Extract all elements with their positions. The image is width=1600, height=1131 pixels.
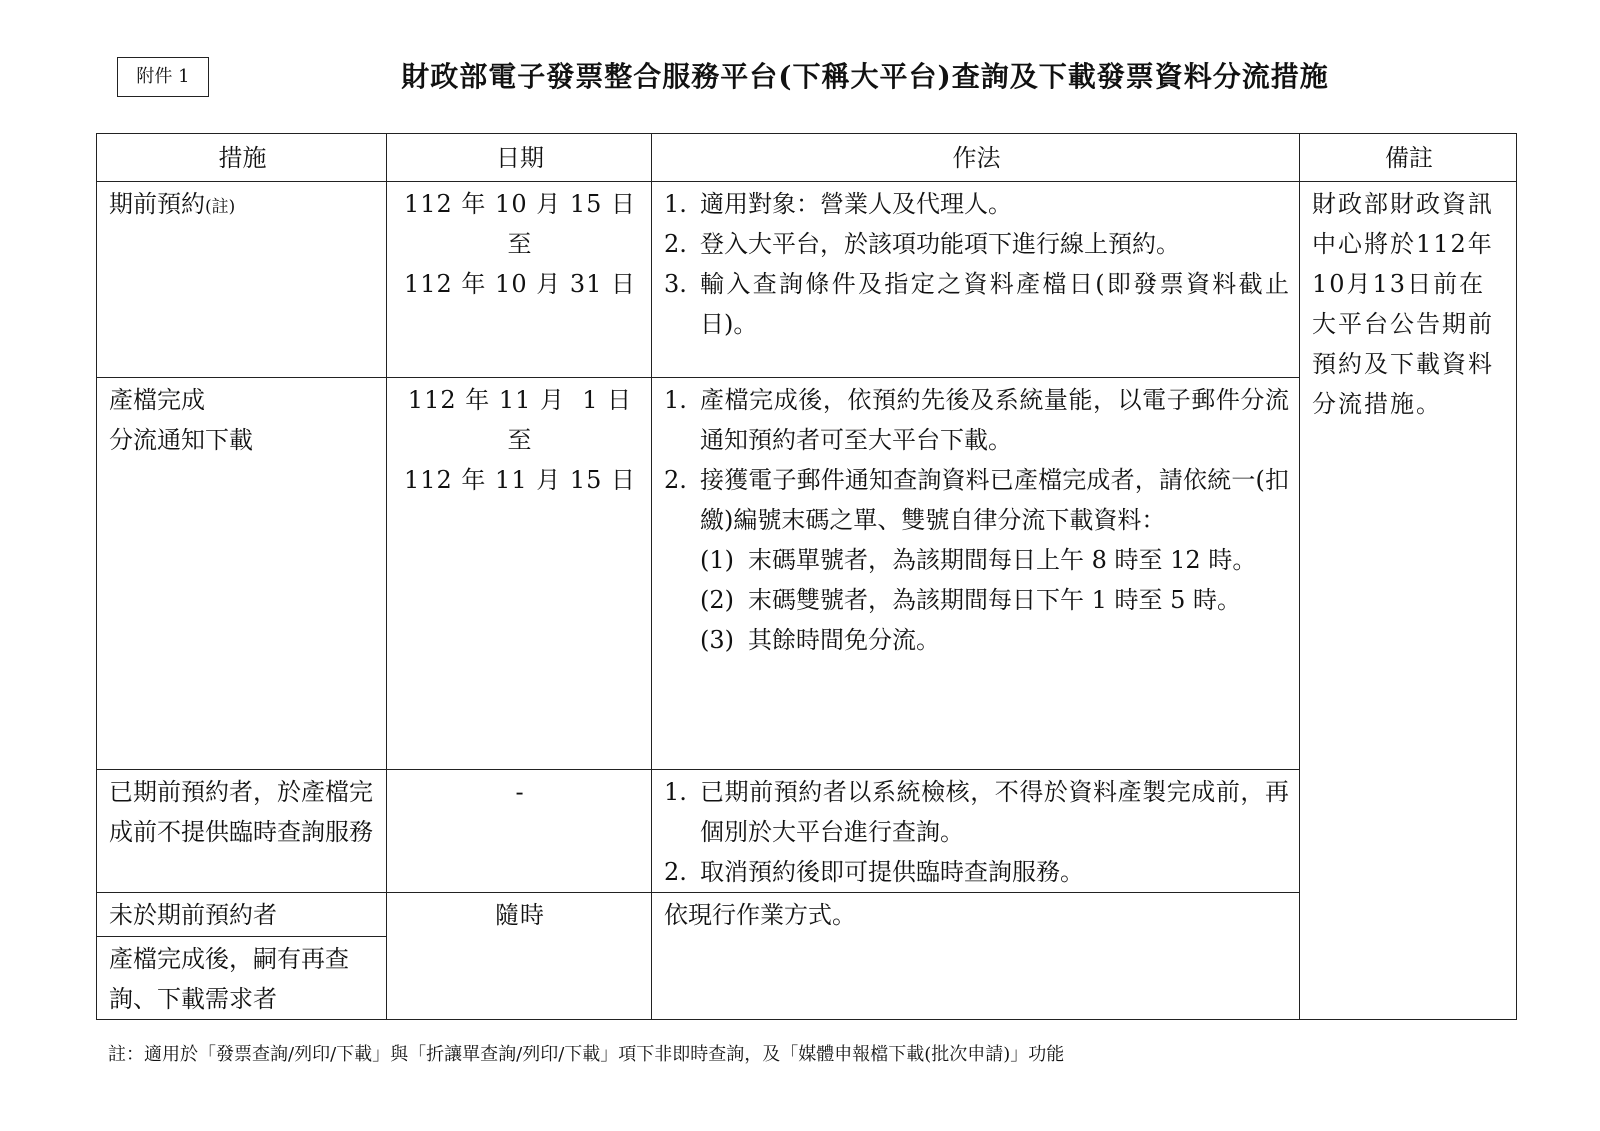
list-item: 1. 產檔完成後，依預約先後及系統量能，以電子郵件分流通知預約者可至大平台下載。 [664,386,1289,454]
method-cell [652,770,1300,893]
date-to: 至 [507,230,533,258]
date-end: 112 年 10 月 31 日 [403,270,637,298]
measure-note: (註) [205,197,236,217]
date-cell [387,378,652,770]
measure-line: 產檔完成 [109,386,205,414]
header-measure: 措施 [97,134,387,182]
method-sublist [700,540,1289,660]
table-header-row [97,134,1517,182]
measure-cell: 產檔完成後，嗣有再查詢、下載需求者 [97,937,387,1020]
measures-table [96,133,1517,1020]
date-to: 至 [507,426,533,454]
measure-cell [97,770,387,893]
remark-text: 財政部財政資訊中心將於112年10月13日前在大平台公告期前預約及下載資料分流措施。 [1312,190,1494,418]
list-item: (2) 末碼雙號者，為該期間每日下午 1 時至 5 時。 [700,586,1242,614]
method-list [664,184,1289,344]
page-title: 財政部電子發票整合服務平台(下稱大平台)查詢及下載發票資料分流措施 [401,60,1329,93]
footnote: 註：適用於「發票查詢/列印/下載」與「折讓單查詢/列印/下載」項下非即時查詢，及「媒體申報檔下載(批次申請)」功能 [108,1044,1065,1065]
method-list [664,380,1289,660]
list-item: (3) 其餘時間免分流。 [700,626,940,654]
list-item: 1. 適用對象：營業人及代理人。 [664,190,1012,218]
date-cell: - [387,770,652,893]
date-end: 112 年 11 月 15 日 [403,466,637,494]
measure-text: 已期前預約者，於產檔完成前不提供臨時查詢服務 [109,778,373,846]
date-cell [387,182,652,378]
header-method: 作法 [652,134,1300,182]
measure-cell: 未於期前預約者 [97,893,387,937]
list-item: (1) 末碼單號者，為該期間每日上午 8 時至 12 時。 [700,546,1257,574]
attachment-label: 附件 1 [117,57,209,97]
list-item: 2. 接獲電子郵件通知查詢資料已產檔完成者，請依統一(扣繳)編號末碼之單、雙號自律分流下載資料： (1) 末碼單號者，為該期間每日上午 8 時至 12 時。 (2) 末碼雙號者，為該期間每日下午 1 時至 5 時。 (3) 其餘時間免分流。 [664,460,1289,660]
measure-cell [97,378,387,770]
measure-line: 分流通知下載 [109,426,253,454]
remark-cell [1300,182,1517,1020]
date-cell: 隨時 [387,893,652,1020]
header-remark: 備註 [1300,134,1517,182]
date-start: 112 年 11 月 1 日 [407,386,633,414]
measure-cell [97,182,387,378]
table-row [97,182,1517,378]
list-item: 2. 取消預約後即可提供臨時查詢服務。 [664,858,1084,886]
method-list [664,772,1289,892]
header-date: 日期 [387,134,652,182]
list-item: 3. 輸入查詢條件及指定之資料產檔日(即發票資料截止日)。 [664,270,1289,338]
method-cell [652,378,1300,770]
measure-text: 期前預約 [109,190,205,218]
method-cell [652,182,1300,378]
date-start: 112 年 10 月 15 日 [403,190,637,218]
list-item: 2. 登入大平台，於該項功能項下進行線上預約。 [664,230,1180,258]
method-cell: 依現行作業方式。 [652,893,1300,1020]
list-item: 1. 已期前預約者以系統檢核，不得於資料產製完成前，再個別於大平台進行查詢。 [664,778,1289,846]
